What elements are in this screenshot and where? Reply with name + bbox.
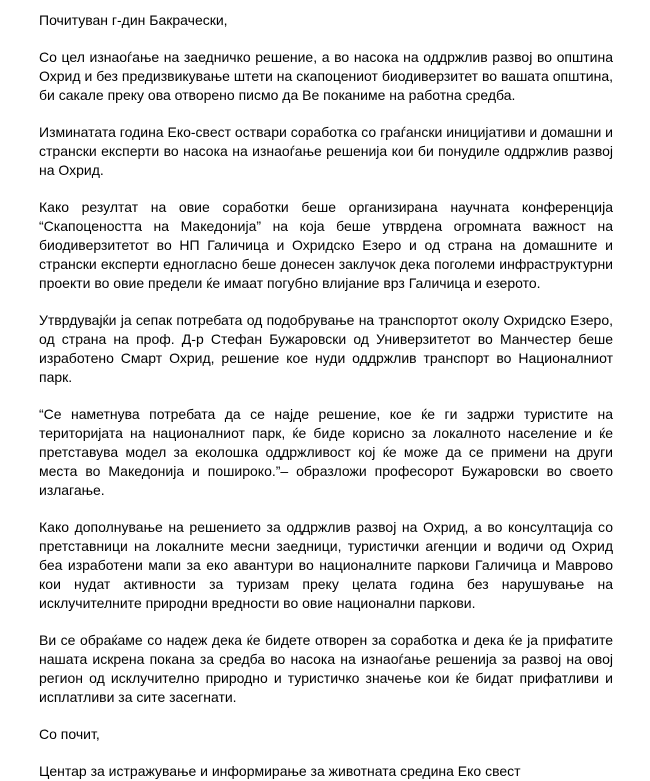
letter-document (39, 11, 613, 781)
letter-paragraph-6: Како дополнување на решението за оддржлив развој на Охрид, а во консултација со претставници на локалните месни заедници, туристички агенции и водичи од Охрид беа изработени мапи за еко авантури во националните паркови Галичица и Маврово кои нудат активности за туризам преку целата година без нарушување на исклучителните природни вредности во овие национални паркови. (39, 519, 613, 611)
letter-paragraph-7: Ви се обраќаме со надеж дека ќе бидете отворен за соработка и дека ќе ја прифатите нашата искрена покана за средба во насока на изнаоѓање решенија за развој на овој регион од исклучително природно и туристичко значење кои ќе бидат прифатливи и исплатливи за сите засегнати. (39, 632, 613, 705)
letter-signature: Центар за истражување и информирање за животната средина Еко свест (39, 763, 521, 779)
letter-greeting: Почитуван г-дин Бакрачески, (39, 12, 228, 28)
letter-closing: Со почит, (39, 726, 100, 742)
letter-paragraph-4: Утврдувајќи ја сепак потребата од подобрување на транспортот околу Охридско Езеро, од страна на проф. Д-р Стефан Бужаровски од Универзитетот во Манчестер беше изработено Смарт Охрид, решение кое нуди оддржлив транспорт во Националниот парк. (39, 312, 613, 385)
letter-paragraph-5: “Се наметнува потребата да се најде решение, кое ќе ги задржи туристите на територијата на националниот парк, ќе биде корисно за локалното население и ќе претставува модел за еколошка оддржливост кој ќе може да се примени на други места во Македонија и пошироко.”– образложи професорот Бужаровски во своето излагање. (39, 406, 613, 498)
letter-paragraph-1: Со цел изнаоѓање на заедничко решение, а во насока на оддржлив развој во општина Охрид и без предизвикување штети на скапоцениот биодиверзитет во вашата општина, би сакале преку ова отворено писмо да Ве покaниме на работна средба. (39, 49, 613, 103)
letter-paragraph-3: Како резултат на овие соработки беше организирана научната конференција “Скапоцеността на Македонија” на која беше утврдена огромната важност на биодиверзитетот во НП Галичица и Охридско Езеро и од страна на домашните и странски експерти едногласно беше донесен заклучок дека поголеми инфраструктурни проекти во овие предели ќе имаат погубно влијание врз Галичица и езерото. (39, 199, 613, 291)
letter-paragraph-2: Изминатата година Еко-свест оствари соработка со граѓански иницијативи и домашни и странски експерти во насока на изнаоѓање решенија кои би понудиле оддржлив развој на Охрид. (39, 124, 613, 178)
